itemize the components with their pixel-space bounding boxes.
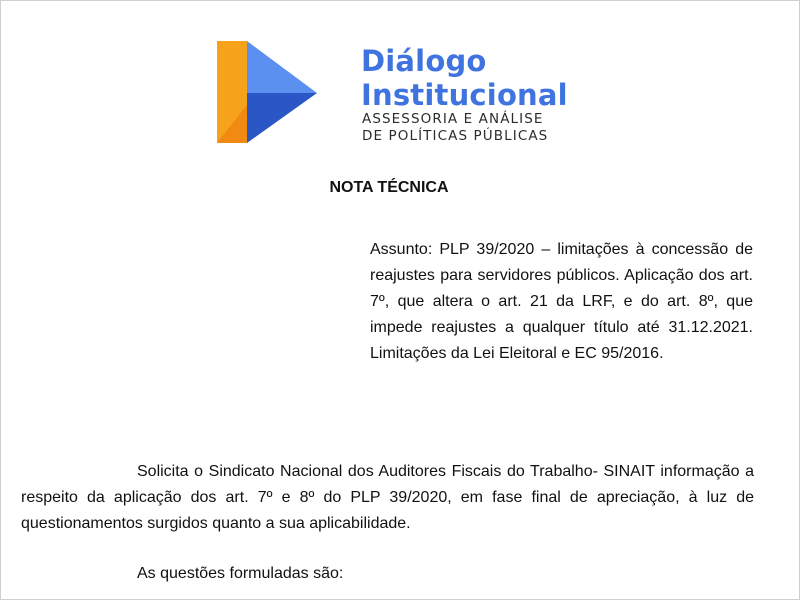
logo-subtitle: [362, 111, 548, 145]
dialogo-institucional-logo: [215, 39, 575, 149]
logo-title: [361, 44, 568, 112]
logo-subtitle-line1: ASSESSORIA E ANÁLISE: [362, 111, 544, 127]
play-triangle-logo-icon: [215, 39, 319, 145]
body-paragraph: As questões formuladas são:: [137, 565, 344, 582]
logo-title-line2: Institucional: [361, 78, 568, 112]
document-title: NOTA TÉCNICA: [329, 179, 449, 196]
subject-block: Assunto: PLP 39/2020 – limitações à concessão de reajustes para servidores públicos. Aplicação dos art. 7º, que altera o art. 21 da LRF, e do art. 8º, que impede reajustes a qualquer título até 31.12.2021. Limitações da Lei Eleitoral e EC 95/2016.: [370, 241, 753, 362]
logo-subtitle-line2: DE POLÍTICAS PÚBLICAS: [362, 128, 549, 144]
body-paragraph: Solicita o Sindicato Nacional dos Auditores Fiscais do Trabalho- SINAIT informação a respeito da aplicação dos art. 7º e 8º do PLP 39/2020, em fase final de apreciação, à luz de questionamentos surgidos quanto a sua aplicabilidade.: [21, 463, 754, 532]
logo-title-line1: Diálogo: [361, 44, 487, 78]
